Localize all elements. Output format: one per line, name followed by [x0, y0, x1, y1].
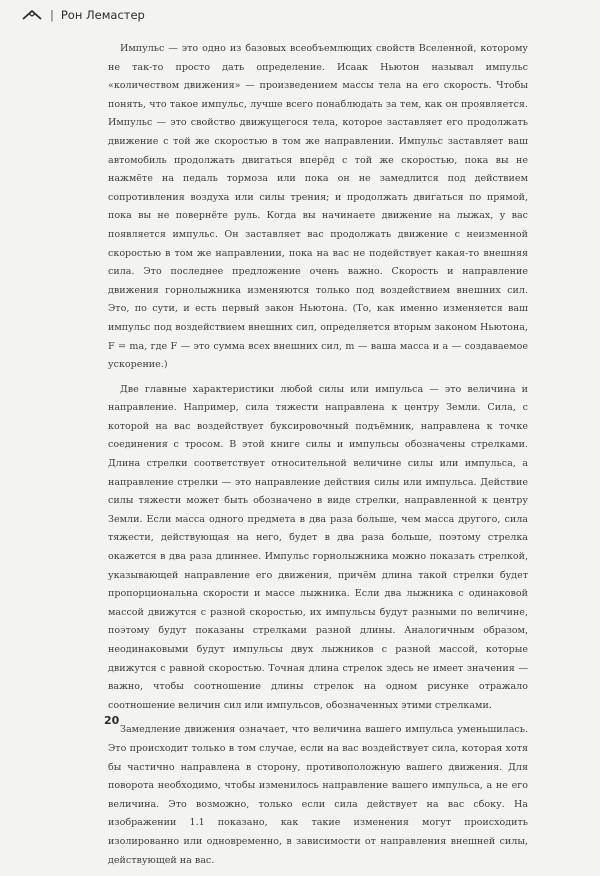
running-header [22, 8, 145, 22]
author-name: Рон Лемастер [60, 8, 145, 22]
body-text [108, 40, 528, 876]
paragraph-deceleration: Замедление движения означает, что величина вашего импульса уменьшилась. Это происходит только в том случае, если на вас воздействует сила, которая хотя бы частично направлена в сторону, противоположную вашего движения. Для поворота необходимо, чтобы изменилось направление вашего импульса, а не его величина. Это возможно, только если сила действует на вас сбоку. На изображении 1.1 показано, как такие изменения могут происходить изолированно или одновременно, в зависимости от направления внешней силы, действующей на вас. [108, 724, 528, 866]
paragraph-force-characteristics: Две главные характеристики любой силы или импульса — это величина и направление. Например, сила тяжести направлена к центру Земли. Сила, с которой на вас воздействует буксировочный подъёмник, направлена к точке соединения с тросом. В этой книге силы и импульсы обозначены стрелками. Длина стрелки соответствует относительной величине силы или импульса, а направление стрелки — это направление действия силы или импульса. Действие силы тяжести может быть обозначено в виде стрелки, направленной к центру Земли. Если масса одного предмета в два раза больше, чем масса другого, сила тяжести, действующая на него, будет в два раза больше, поэтому стрелка окажется в два раза длиннее. Импульс горнолыжника можно показать стрелкой, указывающей направление его движения, причём длина такой стрелки будет пропорциональна скорости и массе лыжника. Если два лыжника с одинаковой массой движутся с разной скоростью, их импульсы будут разными по величине, поэтому будут показаны стрелками разной длины. Аналогичным образом, неодинаковыми будут импульсы двух лыжников с разной массой, которые движутся с равной скоростью. Точная длина стрелок здесь не имеет значения — важно, чтобы соотношение длины стрелок на одном рисунке отражало соотношение величин сил или импульсов, обозначенных этими стрелками. [108, 383, 528, 711]
paragraph-momentum-definition: Импульс — это одно из базовых всеобъемлющих свойств Вселенной, которому не так-то просто дать определение. Исаак Ньютон называл импульс «количеством движения» — произведением массы тела на его скорость. Чтобы понять, что такое импульс, лучше всего понаблюдать за тем, как он проявляется. Импульс — это свойство движущегося тела, которое заставляет его продолжать движение с той же скоростью в том же направлении. Импульс заставляет ваш автомобиль продолжать двигаться вперёд с той же скоростью, пока вы не нажмёте на педаль тормоза или пока он не замедлится под действием сопротивления воздуха или силы трения; и продолжать двигаться по прямой, пока вы не повернёте руль. Когда вы начинаете движение на лыжах, у вас появляется импульс. Он заставляет вас продолжать движение с неизменной скоростью в том же направлении, пока на вас не подействует какая-то внешняя сила. Это последнее предложение очень важно. Скорость и направление движения горнолыжника изменяются только под воздействием внешних сил. Это, по сути, и есть первый закон Ньютона. (То, как именно изменяется ваш импульс под воздействием внешних сил, определяется вторым законом Ньютона, F = ma, где F — это сумма всех внешних сил, m — ваша масса и a — создаваемое ускорение.) [108, 43, 528, 371]
mountain-logo-icon [22, 8, 42, 22]
page-number: 20 [104, 714, 120, 727]
header-separator: | [50, 8, 54, 22]
